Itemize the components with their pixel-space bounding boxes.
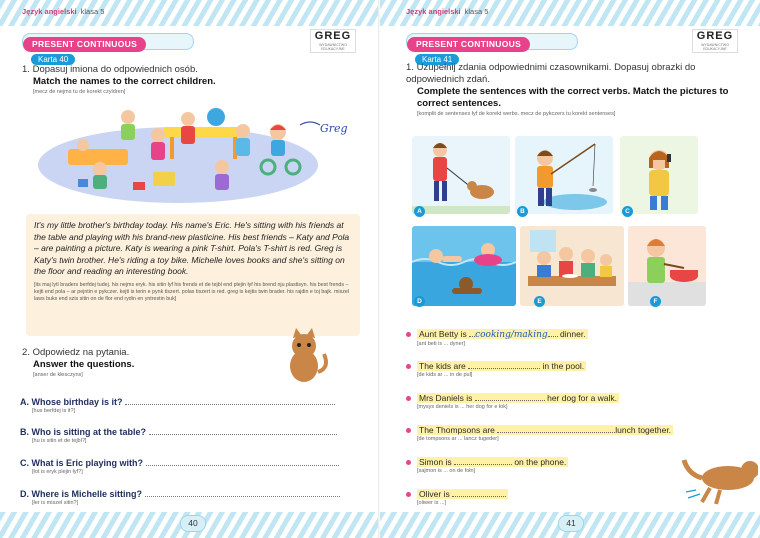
sentence-text <box>417 425 673 435</box>
sentence-end: in the pool. <box>540 361 585 371</box>
topic-pill <box>22 33 194 64</box>
question-text: Whose birthday is it? <box>31 397 123 407</box>
instruction-pl: Uzupełnij zdania odpowiednimi czasownikami. Dopasuj obrazki do odpowiednich zdań. <box>406 62 696 85</box>
question-c <box>20 457 360 476</box>
sentence-text <box>417 329 588 339</box>
logo-text: GREG <box>314 30 352 42</box>
sentence-start: The kids are <box>419 361 469 371</box>
sentence-1 <box>406 328 746 348</box>
class-label: klasa 5 <box>80 7 105 16</box>
question-a <box>20 396 360 415</box>
picture-letter-b: B <box>517 206 528 217</box>
cat-illustration <box>274 326 332 384</box>
classroom-illustration <box>38 97 344 205</box>
bullet <box>406 492 411 497</box>
subject-header <box>406 7 488 16</box>
sentence-3 <box>406 392 746 411</box>
picture-a <box>412 136 510 214</box>
question-letter: C. <box>20 458 29 468</box>
sentence-phonetic: [de tompsons ar ... lancz tugeder] <box>417 436 499 442</box>
woman-cooking-image <box>628 226 706 306</box>
exercise-1-phonetic: [mecz de nejms tu de korekt czyldren] <box>33 89 126 95</box>
exercise-1-instruction-pl <box>406 62 741 86</box>
question-phonetic: [łot is eryk plejin łyf?] <box>32 469 83 475</box>
picture-e <box>520 226 624 306</box>
question-text: Where is Michelle sitting? <box>31 489 143 499</box>
answer-line[interactable] <box>145 488 340 497</box>
picture-letter-a: A <box>414 206 425 217</box>
exercise-number: 1. <box>22 64 30 75</box>
exercise-2-instruction-pl <box>22 347 252 359</box>
sentence-phonetic: [mysys deniels is ... her dog for e łok] <box>417 404 508 410</box>
picture-b <box>515 136 613 214</box>
sentence-text <box>417 361 586 371</box>
subject-label: Język angielski <box>22 7 77 16</box>
exercise-2-phonetic: [anser de kłesczyns] <box>33 372 83 378</box>
woman-walking-dog-image <box>412 136 510 214</box>
sentence-end: on the phone. <box>511 457 567 467</box>
answer-line[interactable] <box>146 457 339 466</box>
bullet <box>406 396 411 401</box>
picture-letter-d: D <box>414 296 425 307</box>
sentence-end: dinner. <box>557 329 586 339</box>
exercise-1-instruction-en: Match the names to the correct children. <box>33 76 216 87</box>
exercise-1-instruction-pl <box>22 64 352 76</box>
sentence-start: Oliver is <box>419 489 453 499</box>
boy-fishing-image <box>515 136 613 214</box>
topic-label: PRESENT CONTINUOUS <box>407 37 530 52</box>
question-letter: B. <box>20 427 29 437</box>
picture-f <box>628 226 706 306</box>
instruction-pl: Odpowiedz na pytania. <box>32 347 130 358</box>
girl-on-phone-image <box>620 136 698 214</box>
exercise-2 <box>22 347 252 379</box>
card-label: Karta 41 <box>415 54 459 65</box>
picture-d <box>412 226 516 306</box>
answer-dots <box>548 328 558 337</box>
class-label: klasa 5 <box>464 7 489 16</box>
sentence-end: her dog for a walk. <box>544 393 618 403</box>
sentence-end: lunch together. <box>615 425 672 435</box>
answer-line[interactable] <box>497 424 615 433</box>
kids-swimming-image <box>412 226 516 306</box>
question-text: Who is sitting at the table? <box>31 427 147 437</box>
logo-text: GREG <box>696 30 734 42</box>
exercise-1-instruction-en: Complete the sentences with the correct verbs. Match the pictures to correct sentences. <box>417 86 729 109</box>
sentence-2 <box>406 360 746 379</box>
greg-logo <box>692 29 738 53</box>
jumping-cat-illustration <box>680 448 758 508</box>
question-b <box>20 426 360 445</box>
exercise-1 <box>406 62 741 118</box>
sentence-end: . <box>504 489 507 499</box>
sentence-start: Aunt Betty is <box>419 329 470 339</box>
question-phonetic: [łer is miszel sitin?] <box>32 500 79 506</box>
exercise-1 <box>22 64 352 96</box>
bullet <box>406 460 411 465</box>
question-phonetic: [hu is sitin et de tejbl?] <box>32 438 87 444</box>
greg-name-label: Greg <box>320 122 348 135</box>
sentence-4 <box>406 424 746 443</box>
logo-subtext: WYDAWNICTWO EDUKACYJNE <box>701 43 729 51</box>
story-box <box>26 214 360 336</box>
answer-line[interactable] <box>454 456 512 465</box>
exercise-2-instruction-en: Answer the questions. <box>33 359 135 370</box>
sentence-phonetic: [ant beti is ... dyner] <box>417 341 465 347</box>
card-label: Karta 40 <box>31 54 75 65</box>
bullet <box>406 364 411 369</box>
answer-line[interactable] <box>468 360 540 369</box>
question-d <box>20 488 360 507</box>
sentence-start: The Thompsons are <box>419 425 498 435</box>
sentence-start: Mrs Daniels is <box>419 393 475 403</box>
topic-pill <box>406 33 578 64</box>
question-phonetic: [hus berfdej is it?] <box>32 408 76 414</box>
sentence-text <box>417 457 568 467</box>
logo-subtext: WYDAWNICTWO EDUKACYJNE <box>319 43 347 51</box>
answer-handwritten[interactable]: cooking/making <box>475 330 548 340</box>
question-letter: A. <box>20 397 29 407</box>
exercise-1-phonetic: [komplit de sentenses łyf de korekt werbs. mecz de pykczers tu korekt sentenses] <box>417 111 616 117</box>
instruction-pl: Dopasuj imiona do odpowiednich osób. <box>32 64 198 75</box>
sentence-phonetic: [de kids ar ... in de pul] <box>417 372 473 378</box>
picture-letter-c: C <box>622 206 633 217</box>
answer-line[interactable] <box>452 488 507 499</box>
subject-header <box>22 7 104 16</box>
bullet <box>406 332 411 337</box>
sentence-phonetic: [sajmon is ... on de fołn] <box>417 468 476 474</box>
answer-line[interactable] <box>149 426 337 435</box>
story-text: It's my little brother's birthday today. His name's Eric. He's sitting with his friends at the table and playing with his brand-new plasticine. His best friends – Katy and Pola – are painting a picture. Katy is wearing a pink T-shirt. Pola's T-shirt is red. Greg is Katy's twin brother. He's riding a toy bike. Michelle loves books and she's sitting on the floor and reading an interesting book. <box>34 220 350 276</box>
question-text: What is Eric playing with? <box>31 458 144 468</box>
picture-letter-f: F <box>650 296 661 307</box>
family-lunch-image <box>520 226 624 306</box>
exercise-number: 2. <box>22 347 30 358</box>
picture-c <box>620 136 698 214</box>
sentence-start: Simon is <box>419 457 454 467</box>
picture-letter-e: E <box>534 296 545 307</box>
question-letter: D. <box>20 489 29 499</box>
bullet <box>406 428 411 433</box>
story-phonetic: [its maj lytl braders berfdej tudej. his nejms eryk. his sitin łyf his frends et de tejbl end plejin łyf his brend nju plastisyn. his best frends – kejti end pola – ar pejntin e pykczer. kejti is terin e pynk tiszert. polas tiszert is red. greg is kejtis twin brader. his rajdin e toj bajk. miszel laws buks end szis sitin on de flor end rydin en yntrestin buk] <box>34 281 350 302</box>
greg-logo <box>310 29 356 53</box>
page-number: 41 <box>558 515 584 532</box>
page-41 <box>380 0 760 538</box>
topic-label: PRESENT CONTINUOUS <box>23 37 146 52</box>
answer-line[interactable] <box>125 396 335 405</box>
sentence-text <box>417 393 619 403</box>
answer-line[interactable] <box>475 392 545 401</box>
sentence-phonetic: [oliwer is ...] <box>417 500 447 506</box>
exercise-number: 1. <box>406 62 414 73</box>
sentence-text <box>417 489 508 499</box>
subject-label: Język angielski <box>406 7 461 16</box>
page-number: 40 <box>180 515 206 532</box>
